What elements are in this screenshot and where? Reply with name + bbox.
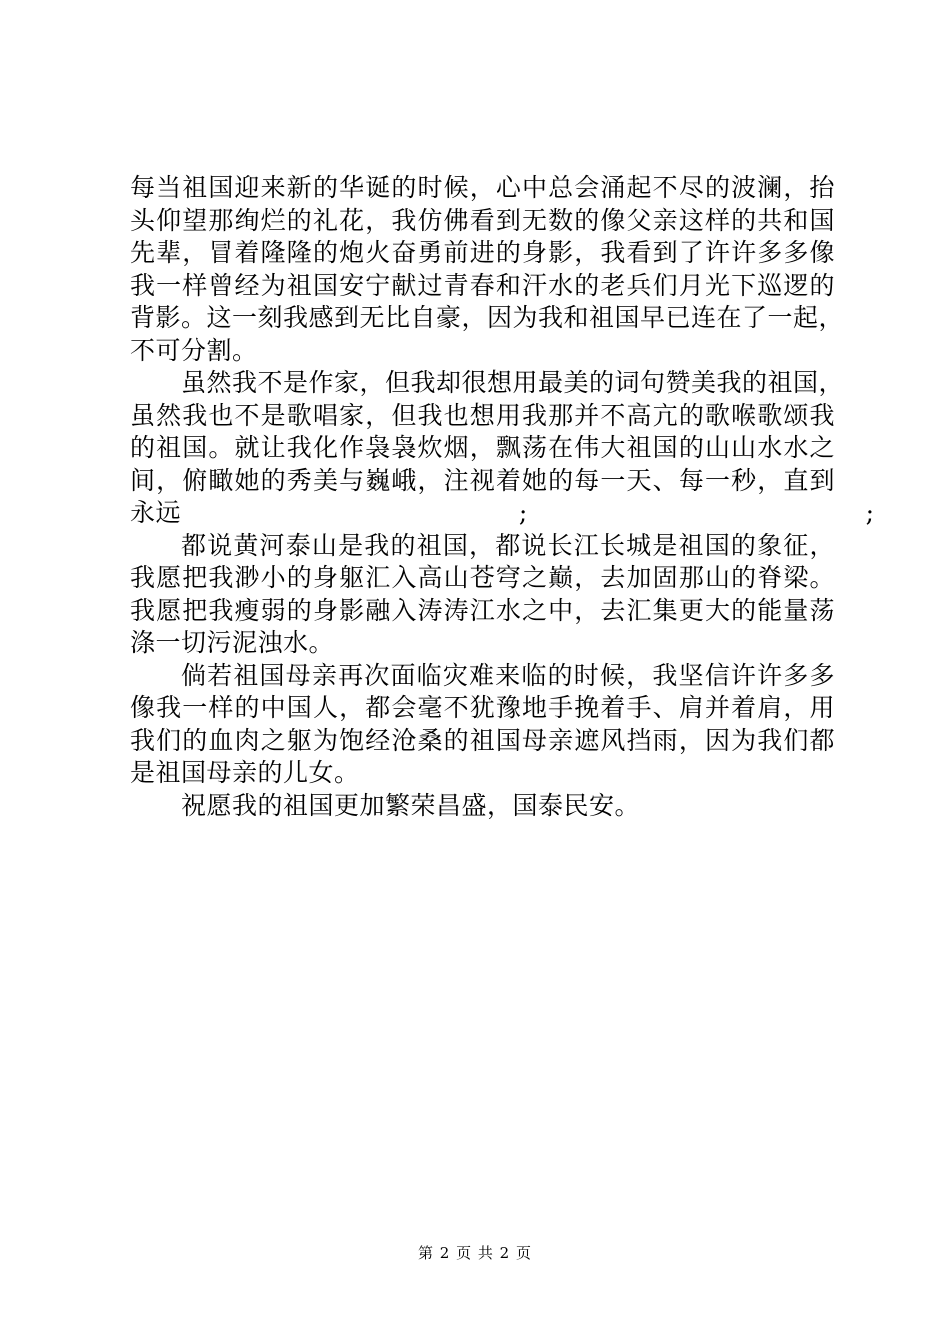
- text-line: 永远 ; ;: [130, 498, 875, 527]
- text-line: 我们的血肉之躯为饱经沧桑的祖国母亲遮风挡雨，因为我们都: [130, 725, 835, 755]
- text-line: 每当祖国迎来新的华诞的时候，心中总会涌起不尽的波澜，抬: [130, 173, 835, 202]
- text-line: 涤一切污泥浊水。: [130, 628, 335, 657]
- text-line: 间，俯瞰她的秀美与巍峨，注视着她的每一天、每一秒，直到: [130, 465, 835, 495]
- text-line: 的祖国。就让我化作袅袅炊烟，飘荡在伟大祖国的山山水水之: [130, 433, 835, 462]
- text-line: 我愿把我瘦弱的身影融入涛涛江水之中，去汇集更大的能量荡: [130, 595, 835, 625]
- text-line: 我愿把我渺小的身躯汇入高山苍穹之巅，去加固那山的脊梁。: [130, 563, 835, 592]
- text-line: 是祖国母亲的儿女。: [130, 758, 360, 787]
- page-number-footer: 第 2 页 共 2 页: [418, 1244, 532, 1262]
- paragraph-start-line: 倘若祖国母亲再次面临灾难来临的时候，我坚信许许多多: [181, 660, 835, 690]
- paragraph-start-line: 都说黄河泰山是我的祖国，都说长江长城是祖国的象征，: [181, 530, 835, 560]
- text-line: 像我一样的中国人，都会毫不犹豫地手挽着手、肩并着肩，用: [130, 693, 835, 722]
- document-body: [130, 172, 875, 822]
- paragraph-start-line: 祝愿我的祖国更加繁荣昌盛，国泰民安。: [181, 790, 641, 820]
- text-line: 先辈，冒着隆隆的炮火奋勇前进的身影，我看到了许许多多像: [130, 238, 835, 267]
- text-line: 背影。这一刻我感到无比自豪，因为我和祖国早已连在了一起，: [130, 303, 845, 332]
- text-line: 我一样曾经为祖国安宁献过青春和汗水的老兵们月光下巡逻的: [130, 270, 835, 300]
- paragraph-start-line: 虽然我不是作家，但我却很想用最美的词句赞美我的祖国，: [181, 368, 845, 397]
- text-line: 不可分割。: [130, 335, 258, 365]
- text-line: 虽然我也不是歌唱家，但我也想用我那并不高亢的歌喉歌颂我: [130, 400, 835, 430]
- text-line: 头仰望那绚烂的礼花，我仿佛看到无数的像父亲这样的共和国: [130, 205, 835, 235]
